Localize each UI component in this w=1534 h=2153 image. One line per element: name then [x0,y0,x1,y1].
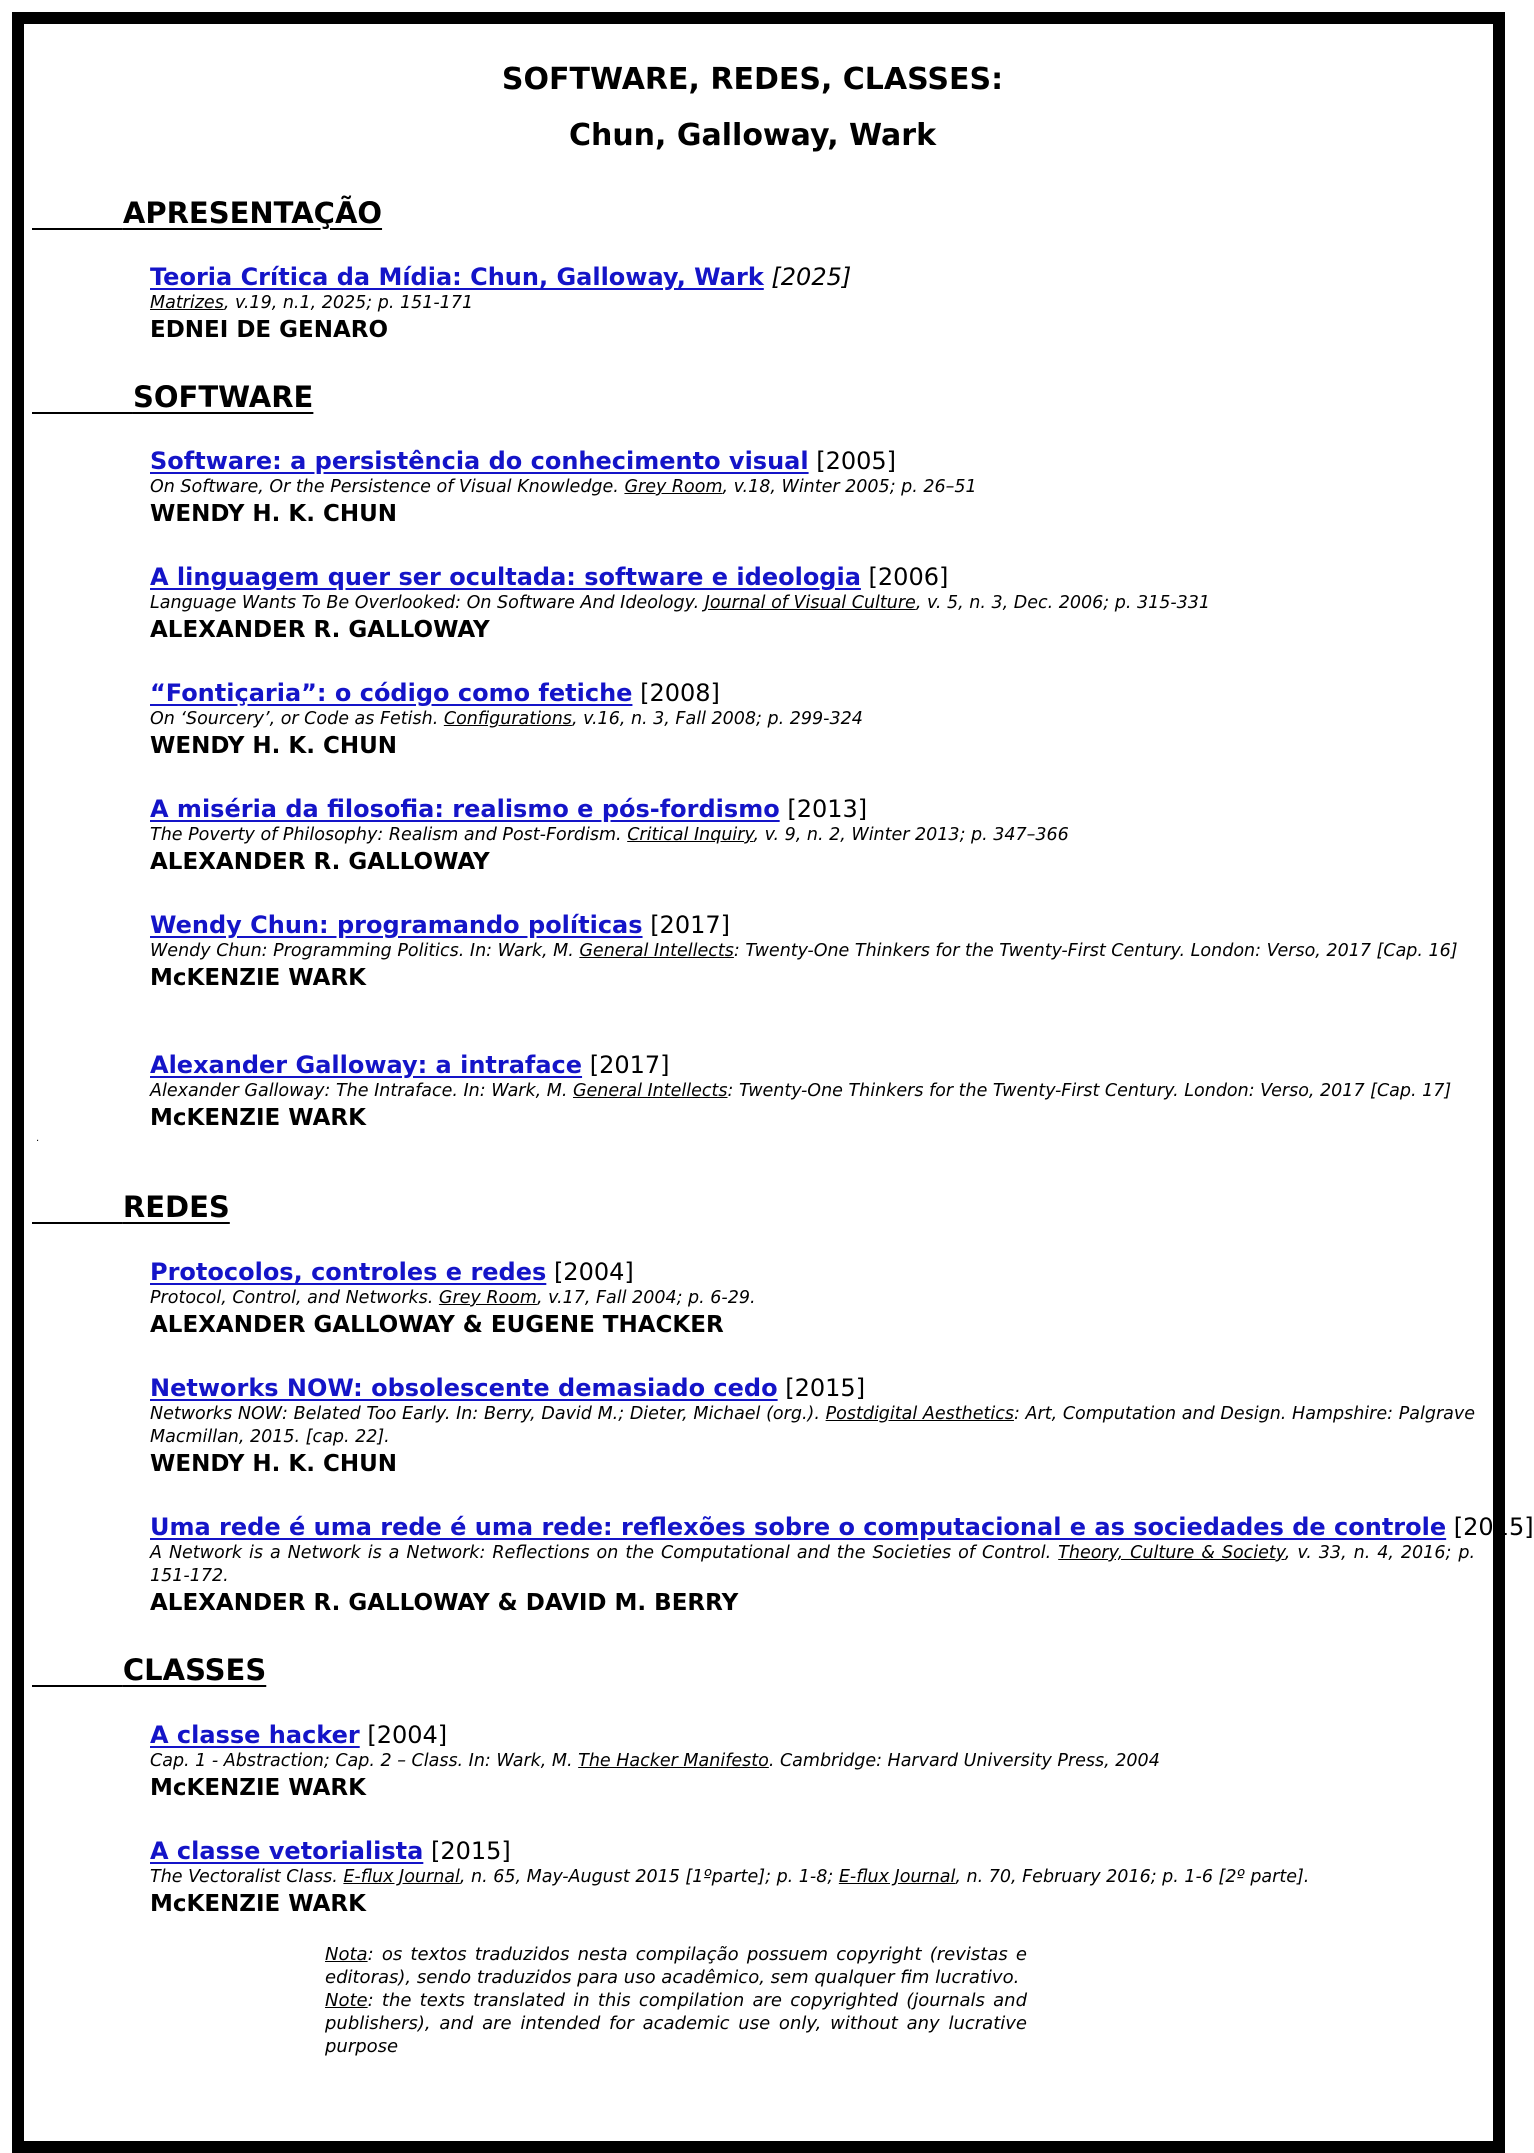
entry-citation: Cap. 1 - Abstraction; Cap. 2 – Class. In: Wark, M. The Hacker Manifesto. Cambridge: Harvard University Press, 2004 [150,1751,1160,1771]
entry-software-persistencia [150,446,1475,529]
section-heading-software: SOFTWARE [132,380,314,414]
entry-title-link[interactable]: A classe hacker [150,1721,360,1749]
entry-title-link[interactable]: A linguagem quer ser ocultada: software e ideologia [150,563,861,591]
document-subtitle: Chun, Galloway, Wark [568,118,937,153]
entry-title-link[interactable]: Alexander Galloway: a intraface [150,1051,583,1079]
copyright-note [325,1943,1027,2058]
entry-citation: Alexander Galloway: The Intraface. In: Wark, M. General Intellects: Twenty-One Thinkers for the Twenty-First Century. London: Verso, 2017 [Cap. 17] [150,1081,1452,1101]
entry-year: [2015] [430,1837,511,1865]
entry-miseria-filosofia [150,794,1475,877]
entry-title-link[interactable]: Wendy Chun: programando políticas [150,911,643,939]
entry-classe-hacker [150,1720,1475,1803]
entry-citation: The Poverty of Philosophy: Realism and Post-Fordism. Critical Inquiry, v. 9, n. 2, Winter 2013; p. 347–366 [150,825,1069,845]
entry-author: McKENZIE WARK [150,1105,366,1131]
entry-galloway-intraface [150,1050,1475,1133]
entry-author: McKENZIE WARK [150,1775,366,1801]
entry-uma-rede [150,1512,1534,1618]
entry-author: WENDY H. K. CHUN [150,501,398,527]
entry-title-link[interactable]: A classe vetorialista [150,1837,424,1865]
entry-author: ALEXANDER R. GALLOWAY [150,849,490,875]
entry-author: WENDY H. K. CHUN [150,1451,398,1477]
entry-author: McKENZIE WARK [150,965,366,991]
entry-citation: Networks NOW: Belated Too Early. In: Berry, David M.; Dieter, Michael (org.). Postdigital Aesthetics: Art, Computation and Design. Hampshire: Palgrave Macmillan, 2015. [cap. 22]. [150,1404,1476,1447]
entry-author: ALEXANDER R. GALLOWAY & DAVID M. BERRY [150,1590,739,1616]
entry-title-link[interactable]: Networks NOW: obsolescente demasiado cedo [150,1374,778,1402]
entry-citation: The Vectoralist Class. E-flux Journal, n. 65, May-August 2015 [1ºparte]; p. 1-8; E-flux Journal, n. 70, February 2016; p. 1-6 [2º parte]. [150,1867,1310,1887]
entry-author: McKENZIE WARK [150,1891,366,1917]
entry-wendy-chun-politicas [150,910,1475,993]
entry-year: [2008] [640,679,720,707]
entry-year: [2004] [367,1721,448,1749]
entry-author: ALEXANDER GALLOWAY & EUGENE THACKER [150,1312,724,1338]
entry-year: [2004] [553,1258,634,1286]
entry-title-link[interactable]: A miséria da filosofia: realismo e pós-fordismo [150,795,780,823]
entry-citation: On ‘Sourcery’, or Code as Fetish. Configurations, v.16, n. 3, Fall 2008; p. 299-324 [150,709,863,729]
note-english: Note: the texts translated in this compilation are copyrighted (journals and publishers), and are intended for academic use only, without any lucrative purpose [325,1990,1027,2057]
entry-year: [2017] [650,911,730,939]
entry-year: [2006] [868,563,949,591]
entry-citation: Language Wants To Be Overlooked: On Software And Ideology. Journal of Visual Culture, v. 5, n. 3, Dec. 2006; p. 315-331 [150,593,1211,613]
entry-citation: Matrizes, v.19, n.1, 2025; p. 151-171 [150,293,474,313]
entry-year: [2017] [589,1051,670,1079]
entry-fonticaria [150,678,1475,761]
entry-year: [2013] [787,795,868,823]
section-heading-apresentacao: APRESENTAÇÃO [122,196,383,230]
entry-classe-vetorialista [150,1836,1475,1919]
entry-title-link[interactable]: Protocolos, controles e redes [150,1258,547,1286]
entry-year: [2015] [1453,1513,1534,1541]
document-title: SOFTWARE, REDES, CLASSES: [501,62,1004,97]
section-heading-redes: REDES [122,1190,230,1224]
entry-teoria-critica [150,262,1475,345]
entry-protocolos [150,1257,1475,1340]
entry-title-link[interactable]: “Fontiçaria”: o código como fetiche [150,679,633,707]
entry-title-link[interactable]: Teoria Crítica da Mídia: Chun, Galloway, Wark [150,263,764,291]
entry-citation: Protocol, Control, and Networks. Grey Room, v.17, Fall 2004; p. 6-29. [150,1288,756,1308]
document-header [24,52,1481,164]
entry-linguagem-ocultada [150,562,1475,645]
stray-mark: · [36,1136,40,1147]
entry-author: WENDY H. K. CHUN [150,733,398,759]
entry-author: ALEXANDER R. GALLOWAY [150,617,490,643]
note-portuguese: Nota: os textos traduzidos nesta compilação possuem copyright (revistas e editoras), sendo traduzidos para uso acadêmico, sem qualquer fim lucrativo. [325,1944,1027,1988]
entry-networks-now [150,1373,1475,1479]
entry-citation: A Network is a Network is a Network: Reflections on the Computational and the Societies of Control. Theory, Culture & Society, v. 33, n. 4, 2016; p. 151-172. [150,1543,1476,1586]
entry-title-link[interactable]: Software: a persistência do conhecimento visual [150,447,809,475]
entry-title-link[interactable]: Uma rede é uma rede é uma rede: reflexões sobre o computacional e as sociedades de controle [150,1513,1447,1541]
section-heading-classes: CLASSES [122,1653,267,1687]
entry-year: [2015] [785,1374,866,1402]
entry-citation: On Software, Or the Persistence of Visual Knowledge. Grey Room, v.18, Winter 2005; p. 26–51 [150,477,977,497]
entry-year: [2005] [816,447,897,475]
entry-author: EDNEI DE GENARO [150,317,389,343]
entry-year: [2025] [771,263,852,291]
entry-citation: Wendy Chun: Programming Politics. In: Wark, M. General Intellects: Twenty-One Thinkers for the Twenty-First Century. London: Verso, 2017 [Cap. 16] [150,941,1458,961]
